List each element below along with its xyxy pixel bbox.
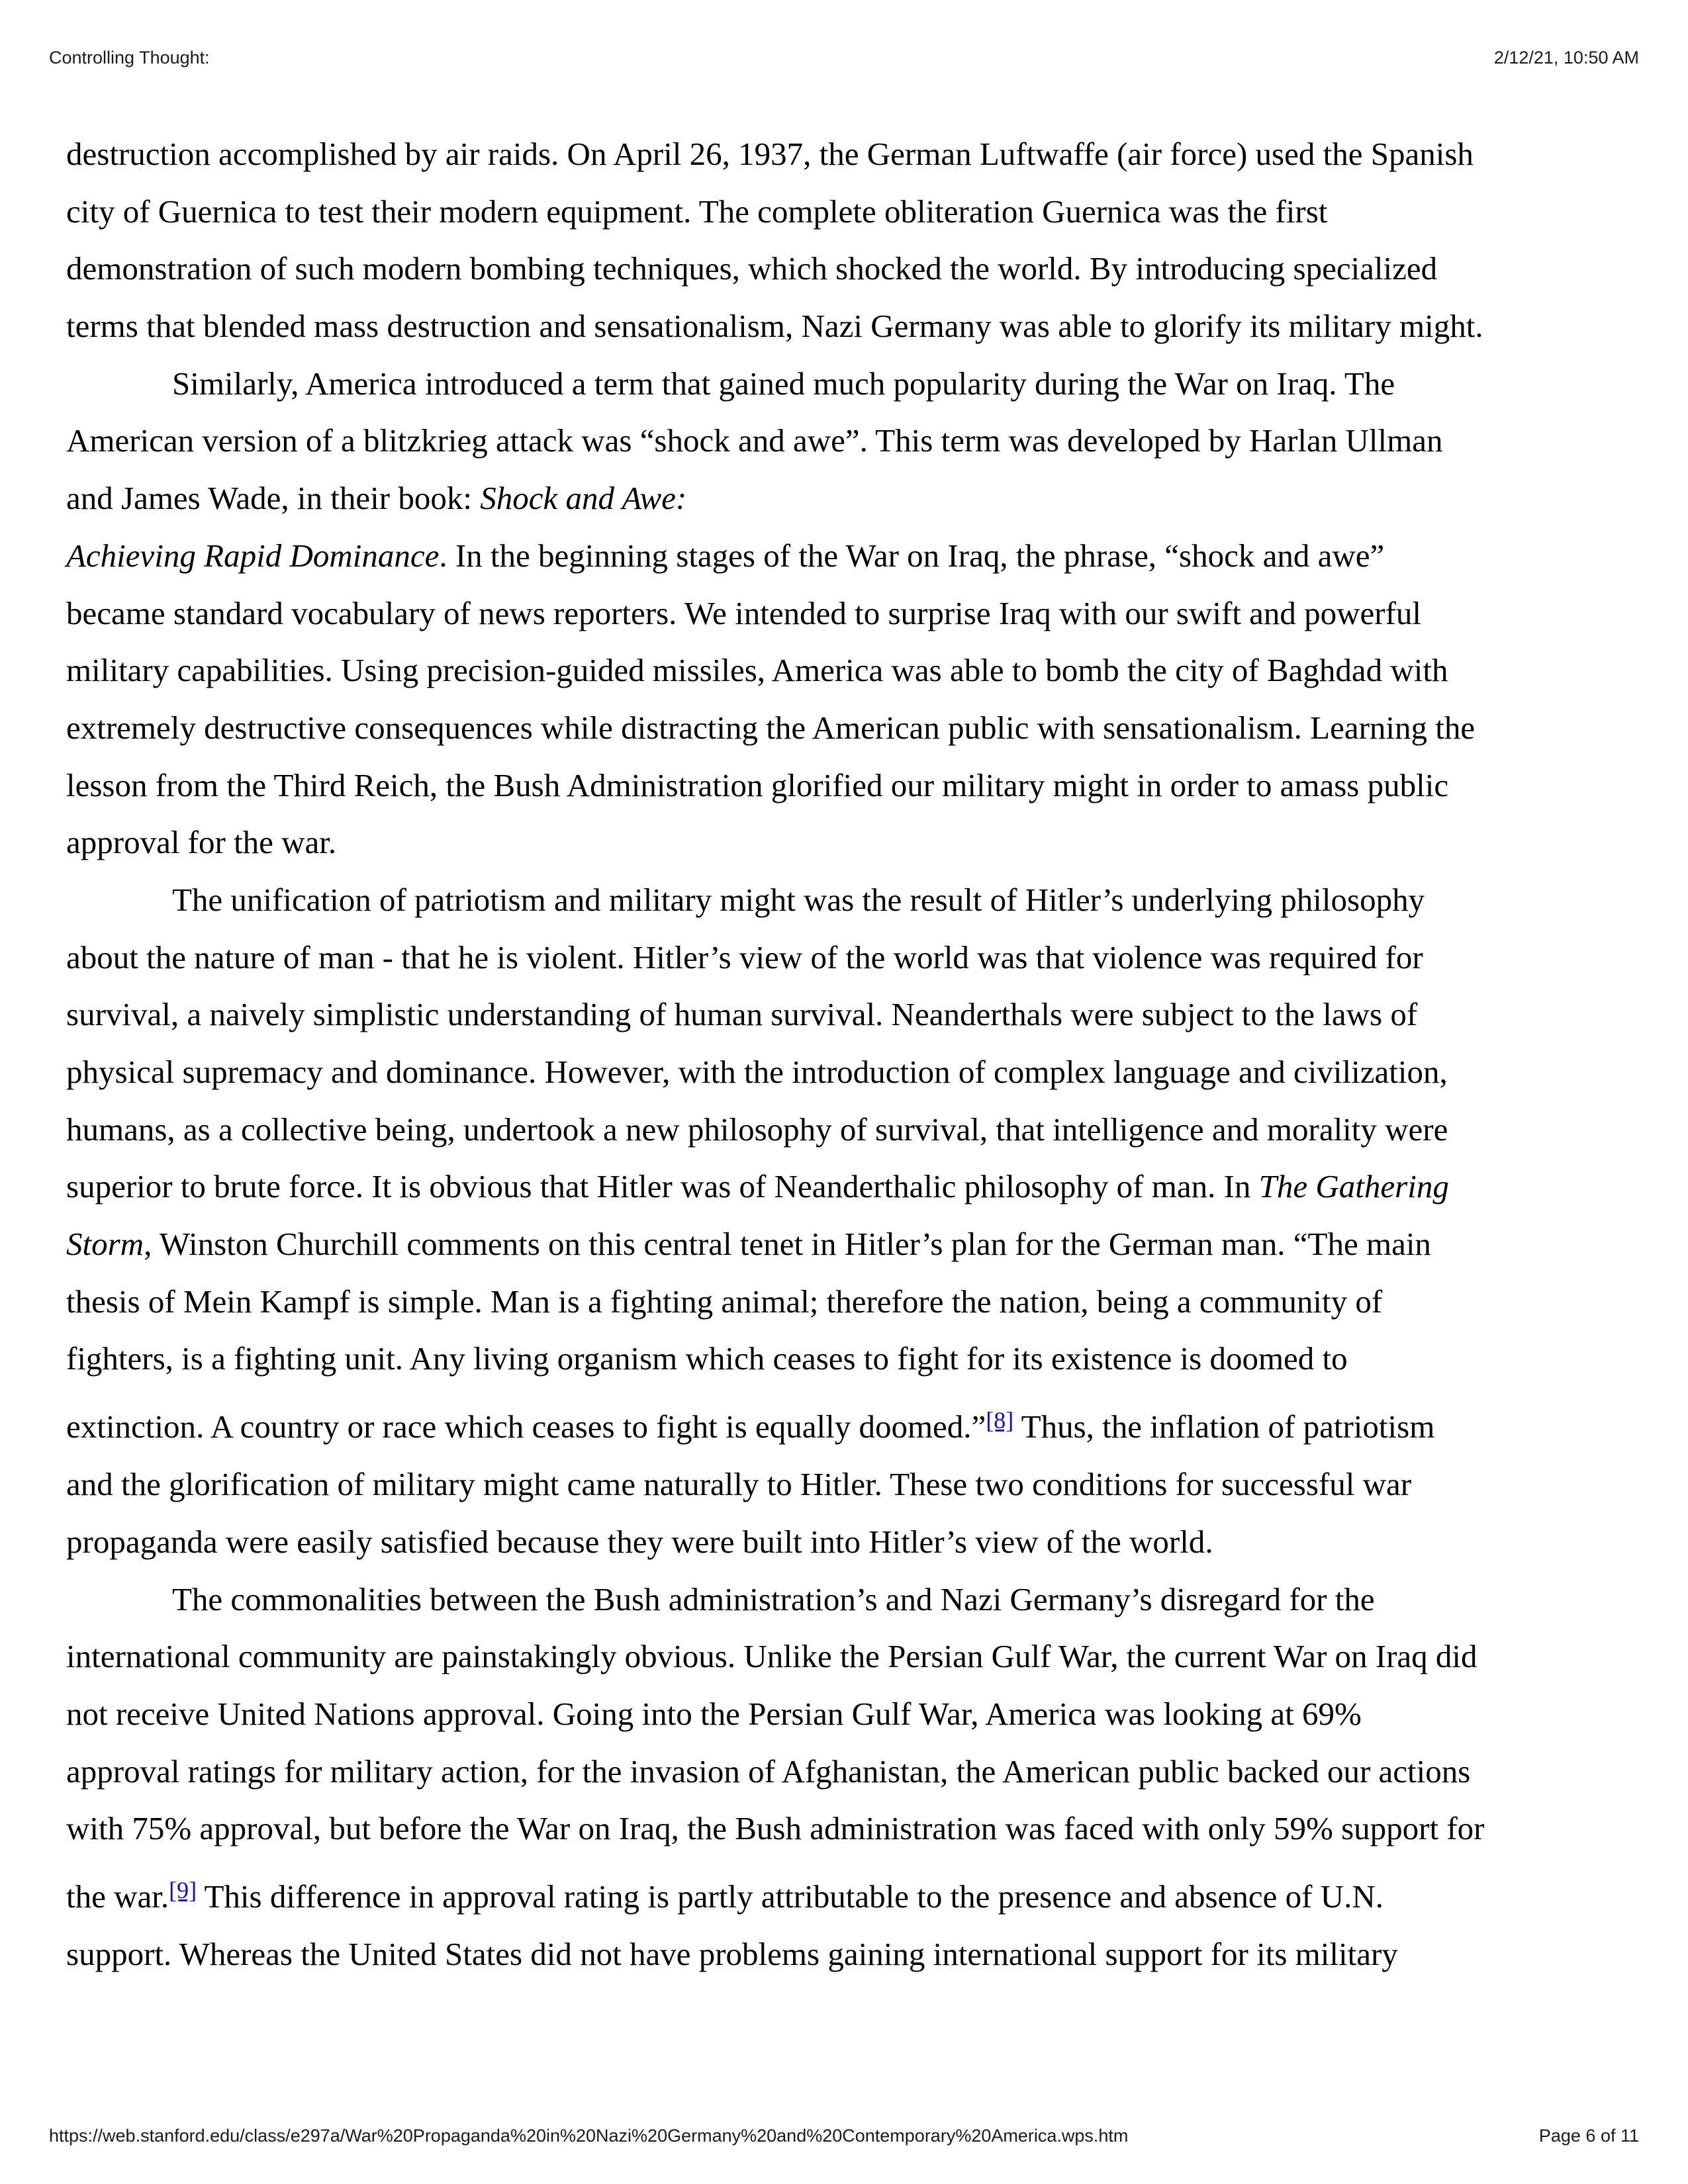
text-line bbox=[66, 929, 1635, 987]
text: superior to brute force. It is obvious that Hitler was of Neanderthalic philosophy of man. In bbox=[66, 1168, 1259, 1205]
book-title: Storm bbox=[66, 1226, 144, 1263]
text-line bbox=[66, 1926, 1635, 1983]
text-line bbox=[66, 1044, 1635, 1101]
text: thesis of Mein Kampf is simple. Man is a fighting animal; therefore the nation, being a community of bbox=[66, 1283, 1383, 1320]
text-line bbox=[66, 1514, 1635, 1571]
text: terms that blended mass destruction and sensationalism, Nazi Germany was able to glorify its military might. bbox=[66, 308, 1483, 345]
text: humans, as a collective being, undertook a new philosophy of survival, that intelligence and morality were bbox=[66, 1111, 1448, 1148]
text-line bbox=[66, 1388, 1635, 1456]
paragraph-start bbox=[66, 1571, 1635, 1629]
text: approval ratings for military action, for the invasion of Afghanistan, the American public backed our actions bbox=[66, 1752, 1471, 1790]
text: the war. bbox=[66, 1878, 169, 1915]
text-line bbox=[66, 1158, 1635, 1216]
text: The commonalities between the Bush administration’s and Nazi Germany’s disregard for the bbox=[172, 1580, 1375, 1617]
text-line bbox=[66, 1743, 1635, 1801]
text: extinction. A country or race which ceases to fight is equally doomed.” bbox=[66, 1408, 986, 1445]
text: approval for the war. bbox=[66, 824, 337, 861]
text: , Winston Churchill comments on this central tenet in Hitler’s plan for the German man. “The main bbox=[144, 1226, 1431, 1263]
text: physical supremacy and dominance. However, with the introduction of complex language and civilization, bbox=[66, 1054, 1448, 1090]
text: The unification of patriotism and military might was the result of Hitler’s underlying philosophy bbox=[172, 881, 1425, 918]
text: demonstration of such modern bombing techniques, which shocked the world. By introducing specialized bbox=[66, 250, 1438, 287]
text-line bbox=[66, 1858, 1635, 1926]
text-line bbox=[66, 1330, 1635, 1388]
document-body bbox=[66, 126, 1635, 1983]
text-line bbox=[66, 986, 1635, 1044]
text-line bbox=[66, 1686, 1635, 1743]
text-line bbox=[66, 700, 1635, 757]
text: about the nature of man - that he is violent. Hitler’s view of the world was that violence was required for bbox=[66, 938, 1423, 976]
text: This difference in approval rating is partly attributable to the presence and absence of U.N. bbox=[197, 1878, 1383, 1915]
footnote-link-8[interactable]: [8] bbox=[986, 1407, 1014, 1434]
text: . In the beginning stages of the War on Iraq, the phrase, “shock and awe” bbox=[439, 537, 1385, 574]
text: Thus, the inflation of patriotism bbox=[1013, 1408, 1435, 1445]
text-line bbox=[66, 183, 1635, 241]
text: extremely destructive consequences while distracting the American public with sensationalism. Learning the bbox=[66, 709, 1476, 746]
book-title: The Gathering bbox=[1258, 1168, 1449, 1205]
text-line bbox=[66, 1216, 1635, 1273]
book-title: Shock and Awe: bbox=[480, 480, 687, 517]
text-line bbox=[66, 1800, 1635, 1858]
text: propaganda were easily satisfied because they were built into Hitler’s view of the world. bbox=[66, 1523, 1213, 1560]
text: international community are painstakingly obvious. Unlike the Persian Gulf War, the current War on Iraq did bbox=[66, 1638, 1477, 1675]
print-header-datetime: 2/12/21, 10:50 AM bbox=[1493, 48, 1639, 68]
text: survival, a naively simplistic understanding of human survival. Neanderthals were subject to the laws of bbox=[66, 996, 1418, 1033]
footnote-link-9[interactable]: [9] bbox=[169, 1876, 197, 1903]
text: became standard vocabulary of news reporters. We intended to surprise Iraq with our swift and powerful bbox=[66, 594, 1422, 631]
text-line bbox=[66, 527, 1635, 585]
text-line bbox=[66, 470, 1635, 527]
text: fighters, is a fighting unit. Any living organism which ceases to fight for its existence is doomed to bbox=[66, 1340, 1348, 1377]
text: with 75% approval, but before the War on Iraq, the Bush administration was faced with only 59% support for bbox=[66, 1810, 1485, 1847]
text-line bbox=[66, 585, 1635, 643]
text-line bbox=[66, 1273, 1635, 1331]
text-line bbox=[66, 814, 1635, 872]
print-footer-url: https://web.stanford.edu/class/e297a/War%20Propaganda%20in%20Nazi%20Germany%20and%20Contemporary%20America.wps.htm bbox=[49, 2126, 1129, 2146]
text: Similarly, America introduced a term that gained much popularity during the War on Iraq. The bbox=[172, 365, 1395, 402]
text-line bbox=[66, 298, 1635, 355]
text-line bbox=[66, 1628, 1635, 1686]
text-line bbox=[66, 757, 1635, 815]
text-line bbox=[66, 642, 1635, 700]
text: and James Wade, in their book: bbox=[66, 480, 481, 517]
text-line bbox=[66, 240, 1635, 298]
text: American version of a blitzkrieg attack was “shock and awe”. This term was developed by Harlan Ullman bbox=[66, 422, 1443, 459]
paragraph-start bbox=[66, 872, 1635, 929]
text-line bbox=[66, 1101, 1635, 1159]
print-footer-page-number: Page 6 of 11 bbox=[1538, 2126, 1639, 2146]
text: and the glorification of military might came naturally to Hitler. These two conditions for successful war bbox=[66, 1466, 1412, 1503]
book-title: Achieving Rapid Dominance bbox=[66, 537, 440, 574]
text: city of Guernica to test their modern equipment. The complete obliteration Guernica was the first bbox=[66, 193, 1328, 230]
text-line bbox=[66, 1456, 1635, 1514]
text: support. Whereas the United States did not have problems gaining international support for its military bbox=[66, 1935, 1398, 1972]
text: not receive United Nations approval. Going into the Persian Gulf War, America was looking at 69% bbox=[66, 1695, 1362, 1732]
paragraph-start bbox=[66, 355, 1635, 413]
text-line bbox=[66, 126, 1635, 183]
text: military capabilities. Using precision-guided missiles, America was able to bomb the city of Baghdad with bbox=[66, 652, 1448, 689]
text-line bbox=[66, 412, 1635, 470]
text: lesson from the Third Reich, the Bush Administration glorified our military might in order to amass public bbox=[66, 766, 1449, 803]
print-header-title: Controlling Thought: bbox=[49, 48, 210, 68]
text: destruction accomplished by air raids. On April 26, 1937, the German Luftwaffe (air force) used the Spanish bbox=[66, 136, 1474, 172]
